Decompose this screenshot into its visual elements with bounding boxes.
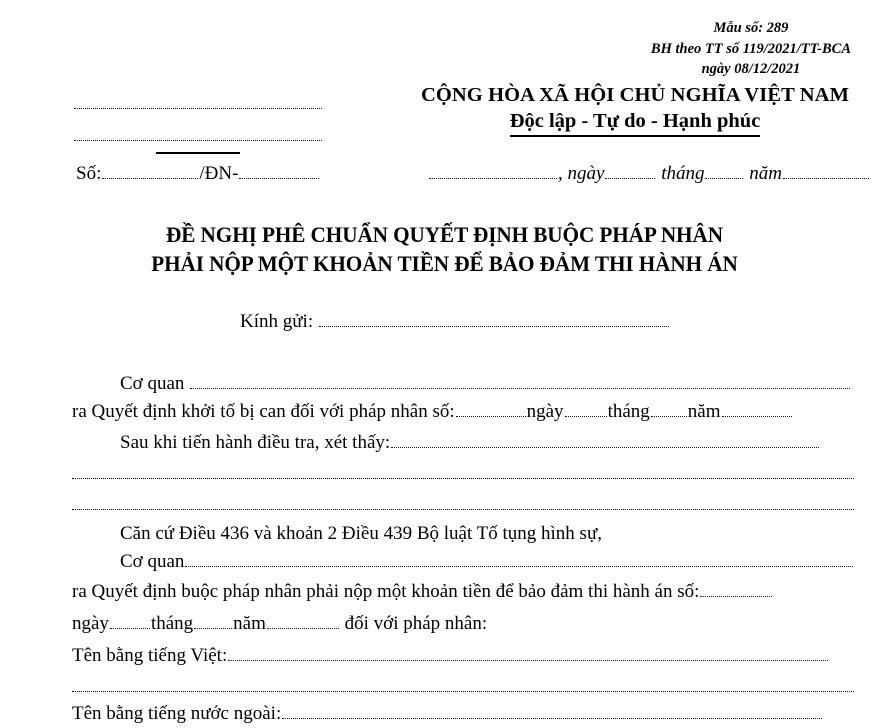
form-code-block bbox=[651, 18, 851, 80]
date-year-label: năm bbox=[749, 163, 782, 184]
order-label: ra Quyết định buộc pháp nhân phải nộp một khoản tiền để bảo đảm thi hành án số: bbox=[72, 581, 700, 602]
form-code-line-3: ngày 08/12/2021 bbox=[701, 61, 801, 77]
national-heading bbox=[400, 84, 870, 137]
form-code-line-1: Mẫu số: 289 bbox=[713, 20, 789, 36]
name-foreign-row bbox=[72, 703, 823, 725]
decision-row bbox=[72, 401, 793, 423]
recipient-row bbox=[240, 311, 670, 333]
name-vi-blank[interactable] bbox=[228, 646, 828, 661]
name-vi-label: Tên bằng tiếng Việt: bbox=[72, 645, 228, 666]
decision-month-label: tháng bbox=[607, 401, 650, 422]
decision-day-blank[interactable] bbox=[565, 402, 607, 417]
investigation-blank-line-3[interactable] bbox=[72, 509, 854, 510]
decision-label: ra Quyết định khởi tố bị can đối với pháp nhân số: bbox=[72, 401, 455, 422]
national-motto: Độc lập - Tự do - Hạnh phúc bbox=[510, 110, 761, 137]
agency-underline-rule bbox=[156, 152, 240, 154]
date-day-label: ngày bbox=[567, 163, 605, 184]
date-row bbox=[428, 163, 870, 185]
order-year-blank[interactable] bbox=[267, 614, 339, 629]
agency-blank-2[interactable] bbox=[185, 552, 853, 567]
investigation-row bbox=[120, 432, 820, 454]
page-title-line-1: ĐỀ NGHỊ PHÊ CHUẨN QUYẾT ĐỊNH BUỘC PHÁP NHÂN bbox=[166, 222, 723, 247]
agency-blank-line-2 bbox=[74, 120, 322, 141]
investigation-blank[interactable] bbox=[391, 433, 819, 448]
decision-month-blank[interactable] bbox=[651, 402, 687, 417]
place-blank[interactable] bbox=[429, 164, 557, 179]
date-comma: , bbox=[558, 163, 563, 184]
order-day-blank[interactable] bbox=[110, 614, 150, 629]
document-number-suffix-blank[interactable] bbox=[239, 165, 319, 179]
order-month-label: tháng bbox=[150, 613, 194, 634]
order-year-label: năm bbox=[233, 613, 266, 634]
agency-row-2 bbox=[120, 551, 854, 573]
agency-blank-1[interactable] bbox=[190, 374, 850, 389]
decision-day-label: ngày bbox=[526, 401, 564, 422]
document-number-label: Số: bbox=[76, 163, 102, 184]
agency-row-1 bbox=[120, 373, 851, 395]
order-target-label: đối với pháp nhân: bbox=[344, 613, 488, 634]
page-title-line-2: PHẢI NỘP MỘT KHOẢN TIỀN ĐỂ BẢO ĐẢM THI HÀNH ÁN bbox=[151, 251, 738, 276]
order-day-label: ngày bbox=[72, 613, 109, 634]
legal-basis-text: Căn cứ Điều 436 và khoản 2 Điều 439 Bộ luật Tố tụng hình sự, bbox=[120, 523, 602, 544]
decision-number-blank[interactable] bbox=[456, 402, 526, 417]
name-vi-blank-line-2[interactable] bbox=[72, 691, 854, 692]
agency-label-1: Cơ quan bbox=[120, 373, 185, 394]
date-month-label: tháng bbox=[661, 163, 705, 184]
document-number-separator: /ĐN- bbox=[199, 163, 239, 184]
legal-basis-row bbox=[120, 523, 602, 545]
document-number-row bbox=[76, 163, 320, 185]
agency-label-2: Cơ quan bbox=[120, 551, 185, 572]
decision-year-blank[interactable] bbox=[722, 402, 792, 417]
country-name: CỘNG HÒA XÃ HỘI CHỦ NGHĨA VIỆT NAM bbox=[420, 84, 850, 106]
date-month-blank[interactable] bbox=[705, 164, 743, 179]
order-date-row bbox=[72, 613, 487, 635]
order-month-blank[interactable] bbox=[194, 614, 232, 629]
name-foreign-label: Tên bằng tiếng nước ngoài: bbox=[72, 703, 282, 724]
investigation-blank-line-2[interactable] bbox=[72, 478, 854, 479]
order-row bbox=[72, 581, 773, 603]
issuing-agency-block bbox=[74, 88, 322, 154]
recipient-label: Kính gửi: bbox=[240, 311, 314, 332]
form-code-line-2: BH theo TT số 119/2021/TT-BCA bbox=[650, 40, 851, 57]
order-number-blank[interactable] bbox=[700, 582, 772, 597]
date-day-blank[interactable] bbox=[605, 164, 655, 179]
investigation-label: Sau khi tiến hành điều tra, xét thấy: bbox=[120, 432, 391, 453]
agency-blank-line-1 bbox=[74, 88, 322, 109]
name-vi-row bbox=[72, 645, 829, 667]
name-foreign-blank[interactable] bbox=[282, 704, 822, 719]
decision-year-label: năm bbox=[687, 401, 721, 422]
recipient-blank[interactable] bbox=[319, 312, 669, 327]
document-number-blank[interactable] bbox=[102, 164, 198, 179]
page-title bbox=[0, 220, 889, 278]
date-year-blank[interactable] bbox=[783, 164, 869, 179]
